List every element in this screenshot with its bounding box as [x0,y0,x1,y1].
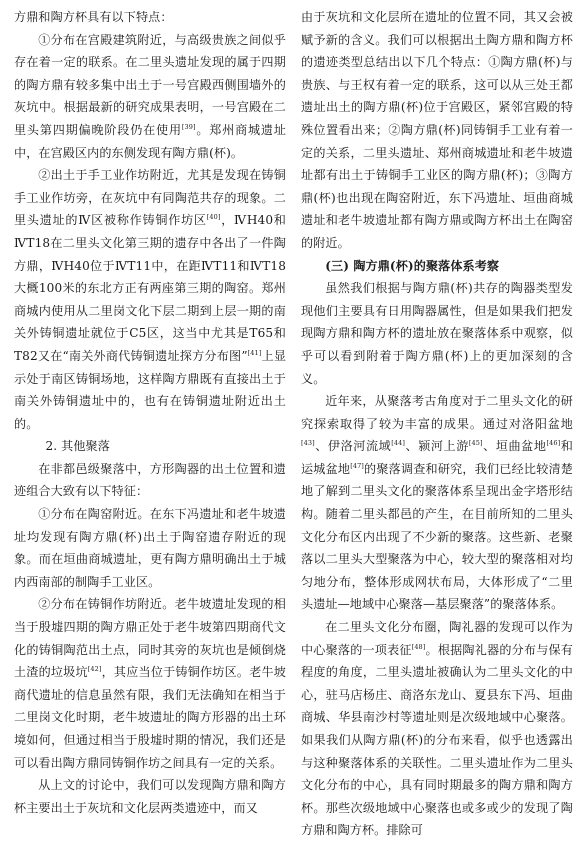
citation-marker: [44] [391,439,406,448]
text-run: 近年来，从聚落考古角度对于二里头文化的研究探索取得了较为丰富的成果。通过对洛阳盆地 [301,394,573,431]
citation-marker: [42] [87,665,102,674]
left-column [14,6,286,851]
body-paragraph [301,277,573,390]
body-paragraph [14,503,286,593]
body-paragraph [301,616,573,842]
text-run: 。郑州商城遗址中，在宫殿区内的东侧发现有陶方鼎(杯)。 [14,122,286,160]
text-run: 的聚落调查和研究，我们已经比较清楚地了解到二里头文化的聚落体系呈现出金字塔形结构。随着二里头都邑的产生，在目前所知的二里头文化分布区内出现了不少新的聚落。这些新、老聚落以二里头大型聚落为中心，较大型的聚落相对均匀地分布，整体形成网状布局，大体形成了“二里头遗址—地域中心聚落—基层聚落”的聚落体系。 [301,461,573,612]
citation-marker: [41] [247,348,262,357]
paragraph-continuation: 方鼎和陶方杯具有以下特点： [14,10,173,24]
text-run: 在非都邑级聚落中，方形陶器的出土位置和遗迹组合大致有以下特征： [14,461,286,499]
text-run: ①分布在陶窑附近。在东下冯遗址和老牛坡遗址均发现有陶方鼎(杯)出土于陶窑遗存附近的现象。而在垣曲商城遗址，更有陶方鼎明确出土于城内西南部的制陶手工业区。 [14,507,286,589]
text-run: 。根据陶礼器的分布与保有程度的角度，二里头遗址被确认为二里头文化的中心，驻马店杨庄、商洛东龙山、夏县东下冯、垣曲商城、华县南沙村等遗址则是次级地域中心聚落。如果我们从陶方鼎(杯)的分布来看，似乎也透露出与这种聚落体系的关联性。二里头遗址作为二里头文化分布的中心，具有同时期最多的陶方鼎和陶方杯。那些次级地域中心聚落也或多或少的发现了陶方鼎和陶方杯。排除可 [301,642,573,838]
text-run: ，其应当位于铸铜作坊区。老牛坡商代遗址的信息虽然有限，我们无法确知在相当于二里岗文化时期，老牛坡遗址的陶方形器的出土环境如何，但通过相当于殷墟时期的情况，我们还是可以看出陶方鼎同铸铜作坊之间具有一定的关系。 [14,665,286,770]
text-run: 、伊洛河流域 [314,439,392,454]
subsection-heading: 2. 其他聚落 [45,439,110,454]
text-run: 、垣曲盆地 [482,439,547,454]
body-paragraph [14,774,286,819]
text-run: 虽然我们根据与陶方鼎(杯)共存的陶器类型发现他们主要具有日用陶器属性，但是如果我们把发现陶方鼎和陶方杯的遗址放在聚落体系中观察，似乎可以看到附着于陶方鼎(杯)上的更加深刻的含义。 [301,281,573,386]
citation-marker: [40] [206,213,221,222]
two-column-layout [14,6,573,851]
text-run: ②分布在铸铜作坊附近。老牛坡遗址发现的相当于殷墟四期的陶方鼎正处于老牛坡第四期商代文化的铸铜陶范出土点，同时其旁的灰坑也是倾倒烧土渣的垃圾坑 [14,597,286,680]
paragraph-continuation: 由于灰坑和文化层所在遗址的位置不同，其又会被赋予新的含义。我们可以根据出土陶方鼎和陶方杯的遗迹类型总结出以下几个特点：①陶方鼎(杯)与贵族、与王权有着一定的联系，这可以从三处王都遗址出土的陶方鼎(杯)位于宫殿区，紧邻宫殿的特殊位置看出来；②陶方鼎(杯)同铸铜手工业有着一定的关系，二里头遗址、郑州商城遗址和老牛坡遗址都有出土于铸铜手工业区的陶方鼎(杯)；③陶方鼎(杯)也出现在陶窑附近，东下冯遗址、垣曲商城遗址和老牛坡遗址都有陶方鼎或陶方杯出土在陶窑的附近。 [301,10,573,250]
citation-marker: [43] [301,439,315,448]
text-run: ②出土于手工业作坊附近，尤其是发现在铸铜手工业作坊旁，在灰坑中有同陶范共存的现象。二里头遗址的Ⅳ区被称作铸铜作坊区 [14,168,286,228]
right-column [301,6,573,851]
text-run: 、颍河上游 [405,439,469,454]
citation-marker: [47] [350,461,364,470]
text-run: ，ⅣH40和ⅣT18在二里头文化第三期的遗存中各出了一件陶方鼎，ⅣH40位于ⅣT11中，在距ⅣT11和ⅣT18大概100米的东北方正有两座第三期的陶窑。郑州商城内使用从二里岗文化下层二期到上层一期的南关外铸铜遗址就位于C5区，这当中尤其是T65和T82又在“南关外商代铸铜遗址探方分布图” [14,213,286,363]
text-run: 和运城盆地 [301,439,573,476]
section-heading: (三) 陶方鼎(杯)的聚落体系考察 [325,258,500,273]
citation-marker: [39] [181,122,196,131]
text-run: 上显示处于南区铸铜场地，这样陶方鼎既有直接出土于南关外铸铜遗址中的，也有在铸铜遗址附近出土的。 [14,348,286,431]
body-paragraph [14,458,286,503]
body-paragraph [14,164,286,435]
text-run: ①分布在宫殿建筑附近，与高级贵族之间似乎存在着一定的联系。在二里头遗址发现的属于四期的陶方鼎有较多集中出土于一号宫殿西侧围墙外的灰坑中。根据最新的研究成果表明，一号宫殿在二里头第四期偏晚阶段仍在使用 [14,32,286,137]
text-run: 在二里头文化分布圈，陶礼器的发现可以作为中心聚落的一项表征 [301,620,573,657]
citation-marker: [45] [468,439,483,448]
body-paragraph [14,593,286,774]
citation-marker: [48] [411,642,426,651]
text-run: 从上文的讨论中，我们可以发现陶方鼎和陶方杯主要出土于灰坑和文化层两类遗迹中，而又 [14,778,286,815]
body-paragraph [301,390,573,616]
body-paragraph [14,29,286,165]
citation-marker: [46] [546,439,561,448]
